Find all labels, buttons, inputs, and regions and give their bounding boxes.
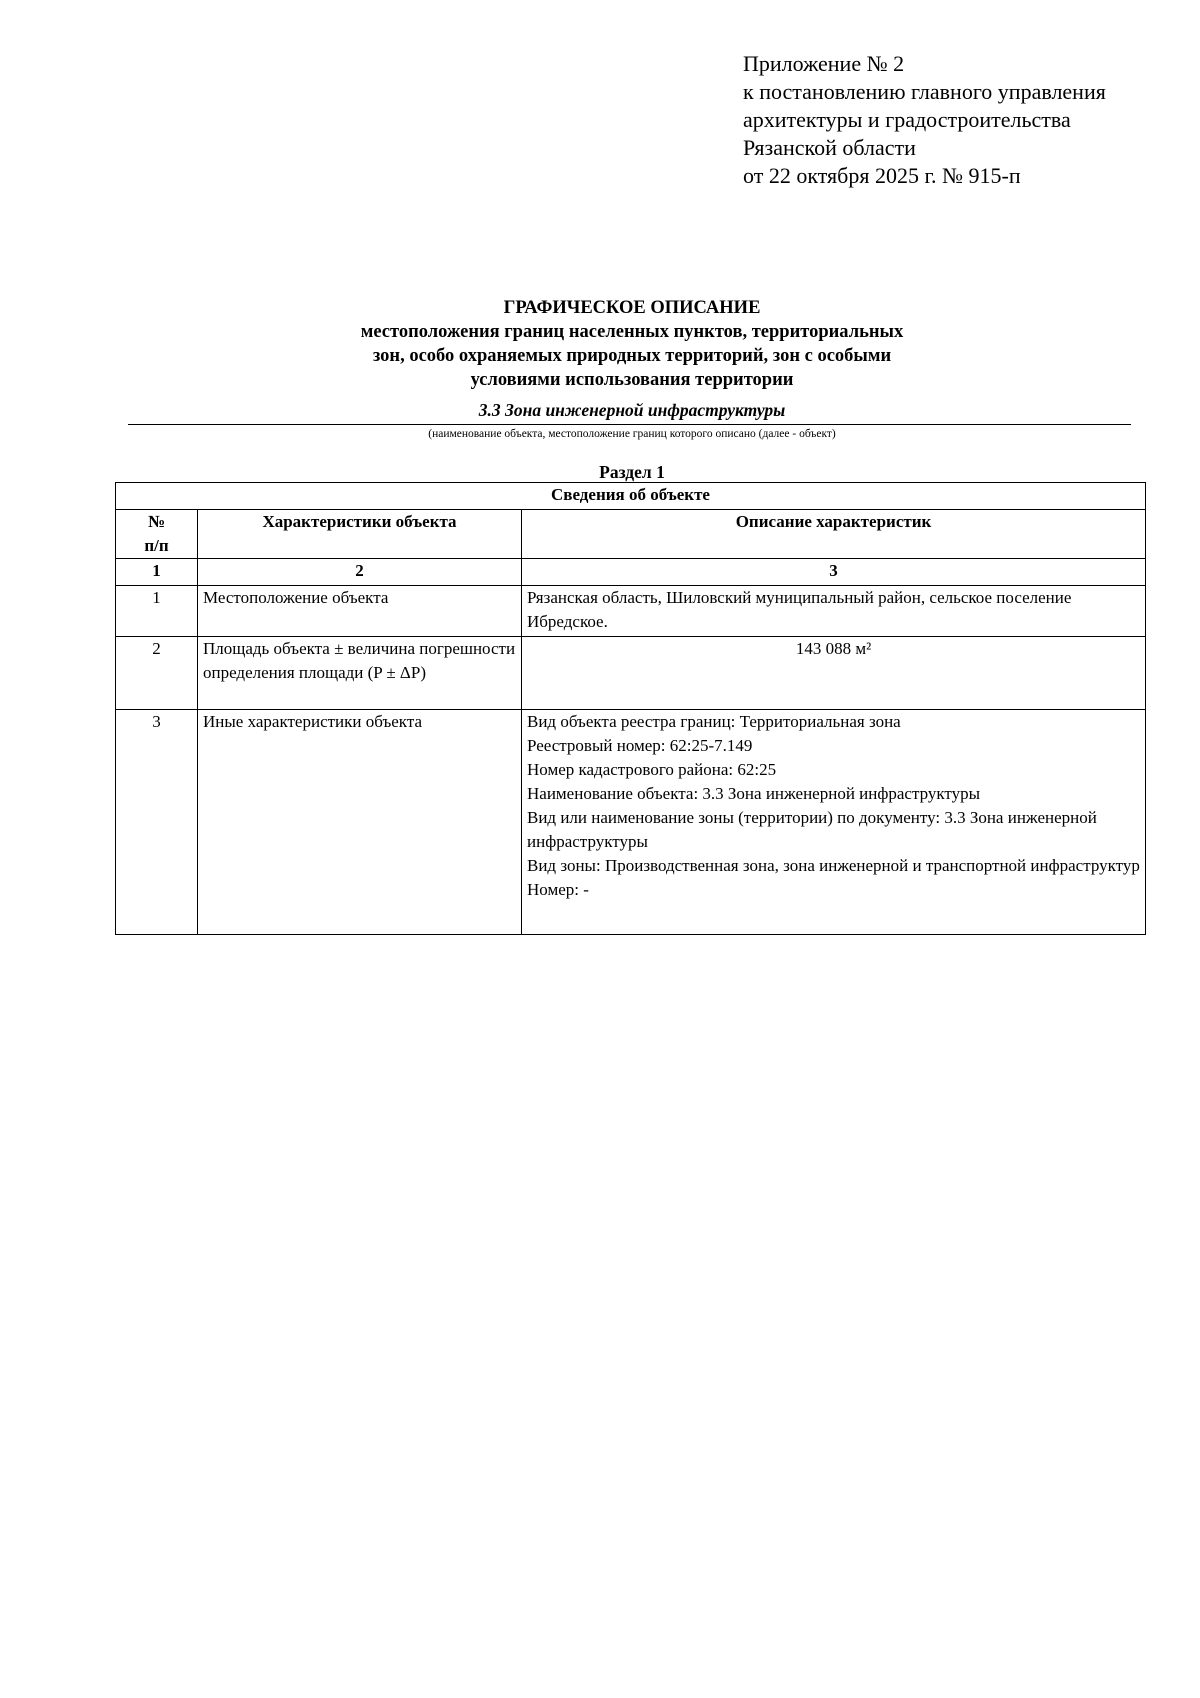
description-line: Вид зоны: Производственная зона, зона инженерной и транспортной инфраструктур [527,856,1140,875]
appendix-line: Рязанской области [743,135,916,160]
title-subtitle-line: местоположения границ населенных пунктов, территориальных [360,322,904,342]
appendix-header [743,50,1106,190]
description-line: Номер кадастрового района: 62:25 [527,760,777,779]
appendix-line: от 22 октября 2025 г. № 915-п [743,163,1021,188]
title-heading: ГРАФИЧЕСКОЕ ОПИСАНИЕ [503,298,761,318]
table-row [116,637,1146,710]
object-info-table [115,482,1146,935]
column-header-characteristic: Характеристики объекта [198,510,522,559]
section-label: Раздел 1 [599,462,665,482]
row-number: 3 [116,710,198,935]
column-header-number [116,510,198,559]
description-line: Реестровый номер: 62:25-7.149 [527,736,753,755]
appendix-line: Приложение № 2 [743,51,905,76]
title-subtitle-line: зон, особо охраняемых природных территорий, зон с особыми [372,346,892,366]
column-number-row [116,559,1146,586]
row-number: 2 [116,637,198,710]
description-line: Вид объекта реестра границ: Территориальная зона [527,712,901,731]
column-header-number-line2: п/п [144,536,169,555]
table-header-row [116,510,1146,559]
column-number: 3 [522,559,1146,586]
description-line: 143 088 м² [795,639,872,658]
description-line: Наименование объекта: 3.3 Зона инженерной инфраструктуры [527,784,981,803]
column-number: 1 [116,559,198,586]
object-name: 3.3 Зона инженерной инфраструктуры [478,400,786,420]
title-subtitle-line: условиями использования территории [470,370,794,390]
object-name-note: (наименование объекта, местоположение границ которого описано (далее - объект) [428,428,836,440]
appendix-line: архитектуры и градостроительства [743,107,1071,132]
table-caption: Сведения об объекте [116,483,1146,510]
row-number: 1 [116,586,198,637]
row-description [522,586,1146,637]
table-row [116,710,1146,935]
row-description [522,710,1146,935]
column-number: 2 [198,559,522,586]
row-description [522,637,1146,710]
row-characteristic: Площадь объекта ± величина погрешности определения площади (P ± ΔP) [198,637,522,710]
table-caption-row [116,483,1146,510]
row-characteristic: Местоположение объекта [198,586,522,637]
description-line: Рязанская область, Шиловский муниципальный район, сельское поселение Ибредское. [527,588,1072,631]
column-header-number-line1: № [147,512,166,531]
appendix-line: к постановлению главного управления [743,79,1106,104]
table-row [116,586,1146,637]
description-line: Номер: - [527,880,589,899]
description-line: Вид или наименование зоны (территории) по документу: 3.3 Зона инженерной инфраструктуры [527,808,1097,851]
description-list [527,710,1140,934]
row-characteristic: Иные характеристики объекта [198,710,522,935]
document-title [128,296,1136,392]
object-name-underline [128,424,1131,425]
column-header-description: Описание характеристик [522,510,1146,559]
